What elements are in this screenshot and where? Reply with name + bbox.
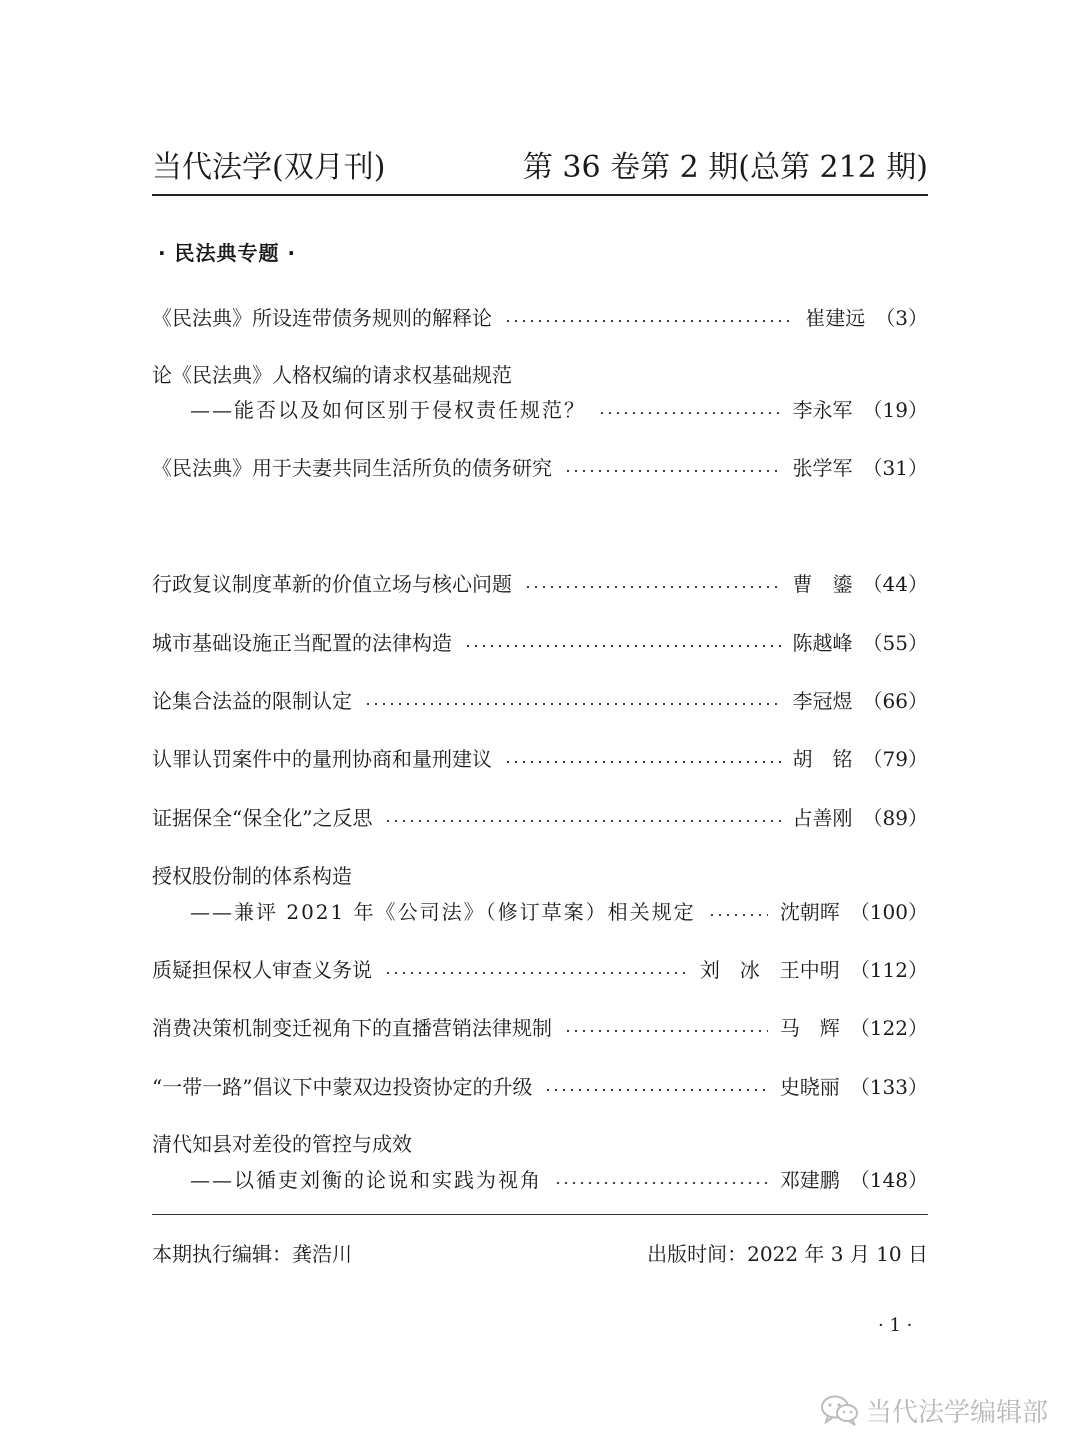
toc-entry[interactable] [152, 1012, 928, 1044]
entry-author: 史晓丽 [779, 1075, 840, 1099]
entry-title: 证据保全“保全化”之反思 [152, 806, 373, 830]
entry-author: 占善刚 [792, 806, 853, 830]
entry-title: “一带一路”倡议下中蒙双边投资协定的升级 [152, 1075, 533, 1099]
toc-entry[interactable] [152, 743, 928, 775]
toc-entry[interactable] [152, 1071, 928, 1103]
wechat-watermark [820, 1390, 1048, 1430]
entry-page: （122） [849, 1016, 928, 1040]
issue-info: 第 36 卷第 2 期(总第 212 期) [522, 150, 928, 185]
dot-leader [554, 1182, 768, 1184]
dot-leader [384, 820, 780, 822]
dot-leader [524, 586, 781, 588]
entry-page: （31） [862, 456, 928, 480]
entry-title: 质疑担保权人审查义务说 [152, 958, 372, 982]
executive-editor: 本期执行编辑：龚浩川 [152, 1242, 352, 1266]
entry-title: 《民法典》用于夫妻共同生活所负的债务研究 [152, 456, 552, 480]
toc-entry[interactable] [152, 954, 928, 986]
entry-author: 李永军 [792, 398, 853, 422]
entry-page: （19） [862, 398, 928, 422]
toc-entry-subline[interactable] [190, 896, 928, 928]
dot-leader [464, 645, 781, 647]
dot-leader [564, 470, 781, 472]
entry-author: 张学军 [792, 456, 853, 480]
toc-entry[interactable] [152, 860, 928, 892]
entry-author: 邓建鹏 [779, 1168, 840, 1192]
toc-entry[interactable] [152, 359, 928, 391]
entry-page: （133） [849, 1075, 928, 1099]
toc-entry[interactable] [152, 685, 928, 717]
entry-page: （55） [862, 631, 928, 655]
entry-title: 认罪认罚案件中的量刑协商和量刑建议 [152, 747, 492, 771]
dot-leader [708, 914, 768, 916]
dot-leader [384, 972, 688, 974]
watermark-text: 当代法学编辑部 [866, 1397, 1049, 1428]
entry-author: 胡 铭 [792, 747, 853, 771]
entry-title: 《民法典》所设连带债务规则的解释论 [152, 306, 492, 330]
entry-title: 论《民法典》人格权编的请求权基础规范 [152, 363, 512, 387]
entry-title: 消费决策机制变迁视角下的直播营销法律规制 [152, 1016, 552, 1040]
entry-page: （89） [862, 806, 928, 830]
header-rule [152, 194, 928, 196]
entry-title: 论集合法益的限制认定 [152, 689, 352, 713]
entry-author: 崔建远 [805, 306, 866, 330]
entry-page: （79） [862, 747, 928, 771]
journal-name: 当代法学(双月刊) [152, 150, 386, 185]
entry-title: 行政复议制度革新的价值立场与核心问题 [152, 572, 512, 596]
footer-rule [152, 1214, 928, 1215]
dot-leader [598, 412, 781, 414]
entry-title: 清代知县对差役的管控与成效 [152, 1132, 412, 1156]
toc-entry[interactable] [152, 802, 928, 834]
entry-author: 沈朝晖 [779, 900, 840, 924]
entry-author: 刘 冰 王中明 [699, 958, 840, 982]
toc-entry[interactable] [152, 627, 928, 659]
entry-page: （100） [849, 900, 928, 924]
dot-leader [564, 1030, 768, 1032]
page-number: · 1 · [878, 1315, 913, 1336]
toc-entry[interactable] [152, 452, 928, 484]
publication-date: 出版时间：2022 年 3 月 10 日 [647, 1242, 928, 1266]
entry-subtitle: ——能否以及如何区别于侵权责任规范？ [190, 398, 586, 422]
entry-author: 李冠煜 [792, 689, 853, 713]
toc-entry[interactable] [152, 302, 928, 334]
entry-title: 授权股份制的体系构造 [152, 864, 352, 888]
entry-page: （112） [849, 958, 928, 982]
journal-header [152, 140, 928, 188]
entry-subtitle: ——以循吏刘衡的论说和实践为视角 [190, 1168, 542, 1192]
entry-author: 马 辉 [779, 1016, 840, 1040]
dot-leader [544, 1089, 767, 1091]
toc-entry[interactable] [152, 1128, 928, 1160]
dot-leader [504, 320, 793, 322]
entry-author: 曹 鎏 [792, 572, 853, 596]
entry-page: （148） [849, 1168, 928, 1192]
toc-entry-subline[interactable] [190, 1164, 928, 1196]
dot-leader [504, 761, 781, 763]
section-title: · 民法典专题 · [158, 241, 297, 265]
entry-page: （66） [862, 689, 928, 713]
entry-author: 陈越峰 [792, 631, 853, 655]
entry-page: （3） [875, 306, 928, 330]
entry-title: 城市基础设施正当配置的法律构造 [152, 631, 452, 655]
footer [152, 1238, 928, 1270]
toc-entry-subline[interactable] [190, 394, 928, 426]
dot-leader [364, 703, 781, 705]
toc-entry[interactable] [152, 568, 928, 600]
entry-page: （44） [862, 572, 928, 596]
entry-subtitle: ——兼评 2021 年《公司法》（修订草案）相关规定 [190, 900, 696, 924]
wechat-icon [820, 1393, 860, 1427]
